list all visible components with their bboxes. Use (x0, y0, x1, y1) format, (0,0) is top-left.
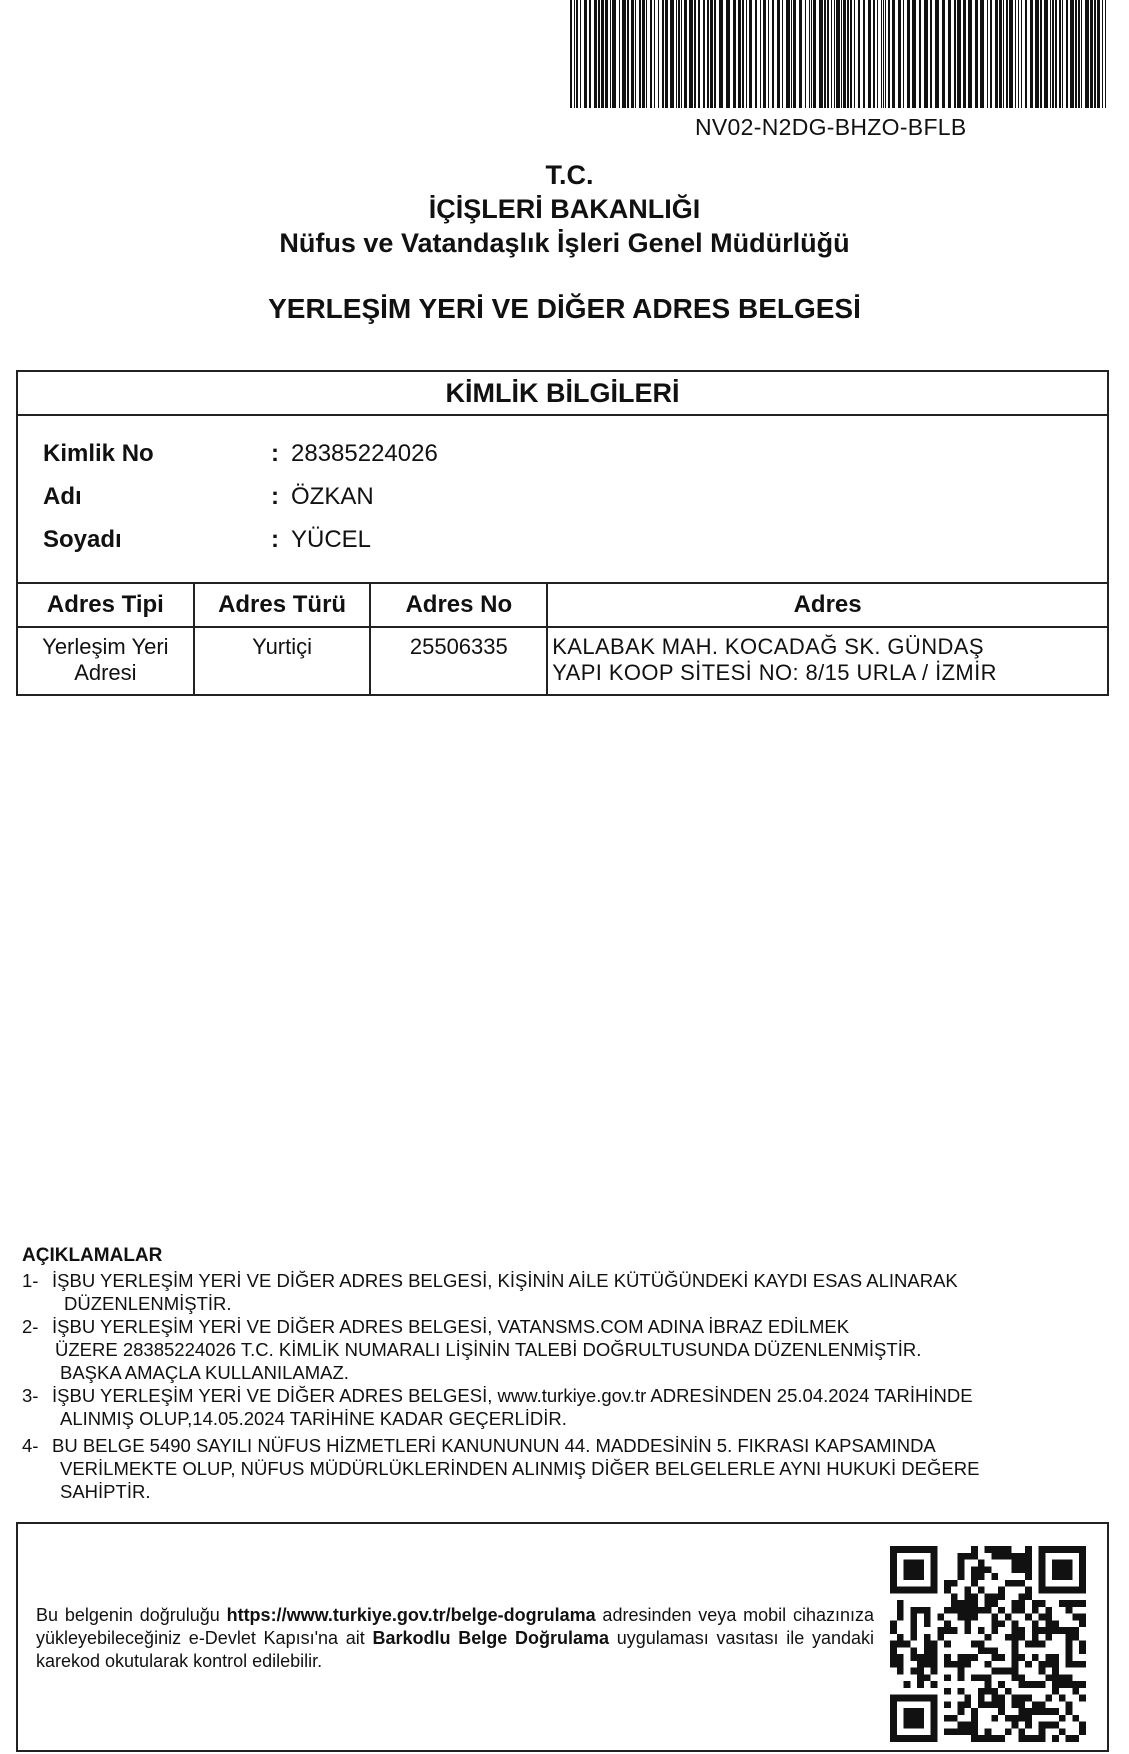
header-ministry: İÇİŞLERİ BAKANLIĞI (428, 194, 701, 224)
note-item (22, 1315, 1112, 1384)
note-text (52, 1434, 1112, 1503)
barcode-image (570, 0, 1106, 108)
notes-section (22, 1244, 1112, 1503)
address-table (16, 582, 1109, 696)
identity-row-id-number (43, 432, 438, 475)
field-value: YÜCEL (291, 525, 372, 553)
table-header-row (17, 583, 1108, 627)
identity-row-last-name (43, 518, 438, 561)
note-line: İŞBU YERLEŞİM YERİ VE DİĞER ADRES BELGESİ, www.turkiye.gov.tr ADRESİNDEN 25.04.2024 TARİHİNDE (52, 1385, 973, 1406)
header-directorate: Nüfus ve Vatandaşlık İşleri Genel Müdürlüğü (279, 228, 850, 258)
document-header (0, 158, 1129, 260)
cell-address-kind: Yurtiçi (194, 627, 371, 695)
note-text (52, 1384, 1112, 1430)
identity-fields (43, 432, 438, 561)
note-number: 1- (22, 1270, 39, 1291)
document-verification-code: NV02-N2DG-BHZO-BFLB (695, 114, 967, 140)
field-label: Adı (43, 482, 82, 510)
verification-app-name: Barkodlu Belge Doğrulama (372, 1628, 609, 1648)
field-label: Kimlik No (43, 439, 154, 467)
note-line: ÜZERE 28385224026 T.C. KİMLİK NUMARALI LİŞİNİN TALEBİ DOĞRULTUSUNDA DÜZENLENMİŞTİR. (55, 1339, 922, 1360)
cell-line: Adresi (74, 660, 137, 685)
note-text (52, 1269, 1112, 1315)
column-header-address: Adres (547, 583, 1108, 627)
cell-line: KALABAK MAH. KOCADAĞ SK. GÜNDAŞ (552, 634, 984, 659)
column-header-address-number: Adres No (370, 583, 547, 627)
table-row (17, 627, 1108, 695)
note-number: 2- (22, 1316, 39, 1337)
verification-text-part: adresinden veya mobil cihazınıza yükleyebileceğiniz e-Devlet Kapısı'na ait (36, 1605, 874, 1648)
column-header-address-type: Adres Tipi (17, 583, 194, 627)
field-separator: : (271, 439, 279, 467)
header-country: T.C. (545, 160, 594, 190)
field-label: Soyadı (43, 525, 122, 553)
note-line: SAHİPTİR. (60, 1481, 151, 1502)
note-item (22, 1384, 1112, 1430)
identity-row-first-name (43, 475, 438, 518)
notes-title: AÇIKLAMALAR (22, 1245, 163, 1266)
note-item (22, 1269, 1112, 1315)
verification-text-part: Bu belgenin doğruluğu (36, 1605, 227, 1625)
column-header-address-kind: Adres Türü (194, 583, 371, 627)
note-number: 3- (22, 1385, 39, 1406)
verification-text (36, 1604, 874, 1673)
note-line: BAŞKA AMAÇLA KULLANILAMAZ. (60, 1362, 349, 1383)
verification-text-part: uygulaması vasıtası ile yandaki karekod okutularak kontrol edilebilir. (36, 1628, 875, 1671)
note-line: DÜZENLENMİŞTİR. (64, 1293, 232, 1314)
note-text (52, 1315, 1112, 1384)
document-title: YERLEŞİM YERİ VE DİĞER ADRES BELGESİ (268, 293, 861, 324)
qr-code-image (890, 1546, 1086, 1742)
identity-section-title: KİMLİK BİLGİLERİ (18, 372, 1107, 416)
note-line: İŞBU YERLEŞİM YERİ VE DİĞER ADRES BELGESİ, KİŞİNİN AİLE KÜTÜĞÜNDEKİ KAYDI ESAS ALINARAK (52, 1270, 958, 1291)
note-number: 4- (22, 1435, 39, 1456)
cell-line: Yerleşim Yeri (42, 634, 169, 659)
note-line: VERİLMEKTE OLUP, NÜFUS MÜDÜRLÜKLERİNDEN ALINMIŞ DİĞER BELGELERLE AYNI HUKUKİ DEĞERE (60, 1458, 980, 1479)
note-item (22, 1434, 1112, 1503)
cell-line: YAPI KOOP SİTESİ NO: 8/15 URLA / İZMİR (552, 660, 997, 685)
field-separator: : (271, 525, 279, 553)
cell-address-number: 25506335 (370, 627, 547, 695)
cell-address-type (17, 627, 194, 695)
field-value: ÖZKAN (291, 482, 374, 510)
field-value: 28385224026 (291, 439, 438, 467)
note-line: İŞBU YERLEŞİM YERİ VE DİĞER ADRES BELGESİ, VATANSMS.COM ADINA İBRAZ EDİLMEK (52, 1316, 850, 1337)
verification-section (16, 1522, 1109, 1752)
note-line: ALINMIŞ OLUP,14.05.2024 TARİHİNE KADAR GEÇERLİDİR. (60, 1408, 567, 1429)
verification-url-link[interactable]: https://www.turkiye.gov.tr/belge-dogrulama (226, 1605, 596, 1625)
note-line: BU BELGE 5490 SAYILI NÜFUS HİZMETLERİ KANUNUNUN 44. MADDESİNİN 5. FIKRASI KAPSAMINDA (52, 1435, 936, 1456)
field-separator: : (271, 482, 279, 510)
cell-address (547, 627, 1108, 695)
